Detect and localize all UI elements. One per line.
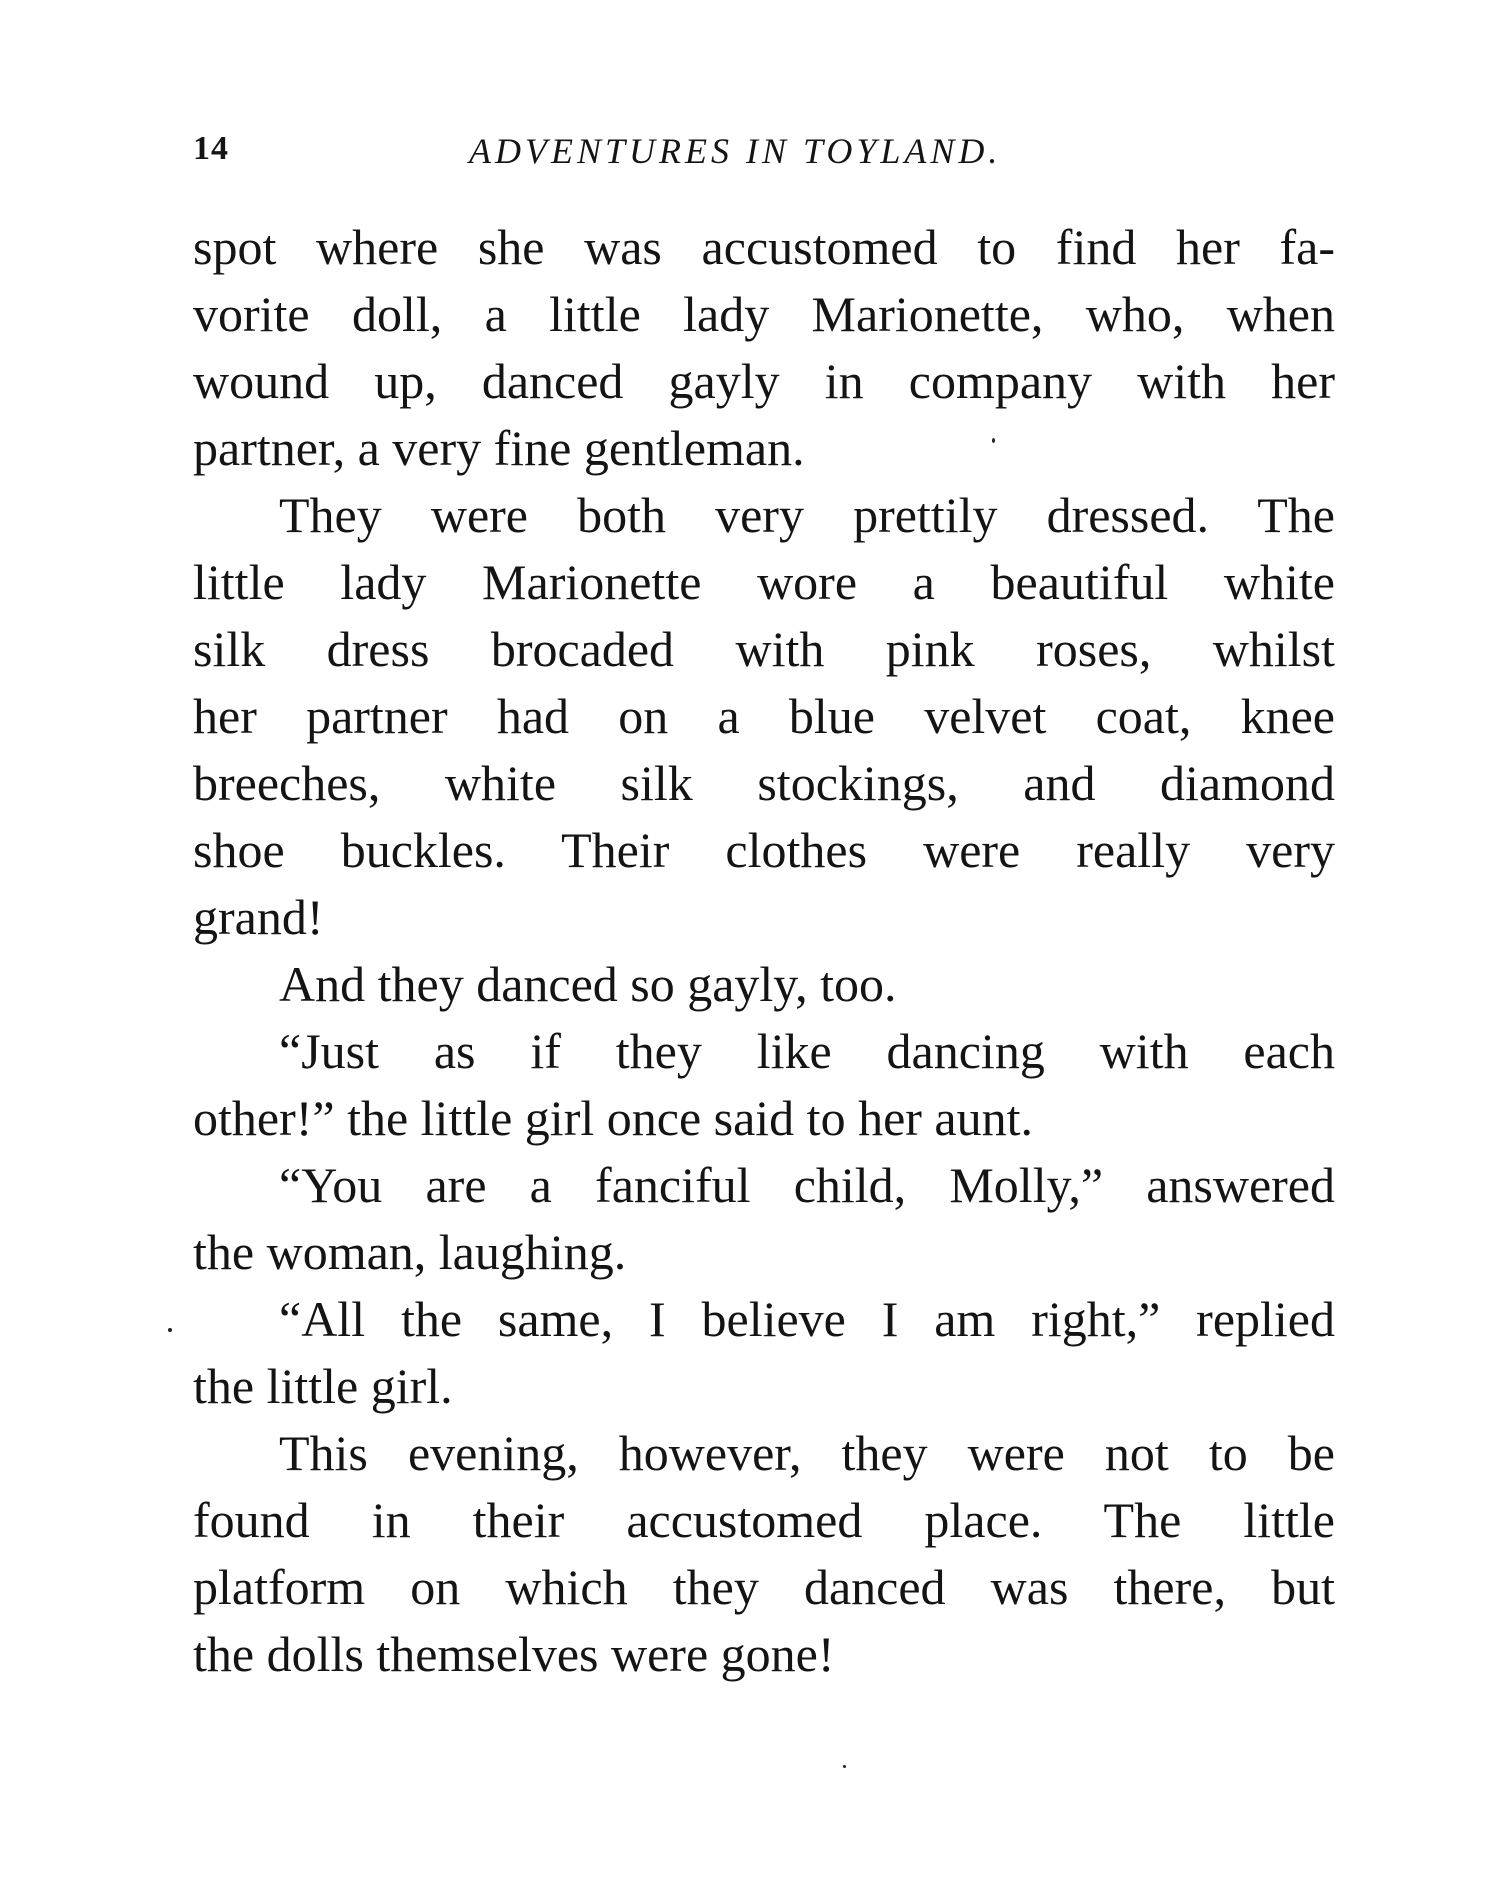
text-line: breeches, white silk stockings, and diamond <box>193 755 1335 811</box>
text-line: the dolls themselves were gone! <box>193 1626 835 1682</box>
page-body <box>193 214 1335 1688</box>
text-line: “Just as if they like dancing with each <box>279 1023 1335 1079</box>
text-line: wound up, danced gayly in company with her <box>193 353 1335 409</box>
text-line: platform on which they danced was there, but <box>193 1559 1335 1615</box>
text-line: “All the same, I believe I am right,” replied <box>279 1291 1335 1347</box>
text-line: vorite doll, a little lady Marionette, who, when <box>193 286 1335 342</box>
text-line: shoe buckles. Their clothes were really very <box>193 822 1335 878</box>
text-line: And they danced so gayly, too. <box>279 956 897 1012</box>
text-line: partner, a very fine gentleman. <box>193 420 805 476</box>
text-line: grand! <box>193 889 324 945</box>
running-head: ADVENTURES IN TOYLAND. <box>469 131 1002 171</box>
scan-speck <box>843 1765 846 1768</box>
text-line: silk dress brocaded with pink roses, whilst <box>193 621 1335 677</box>
text-line: the woman, laughing. <box>193 1224 627 1280</box>
text-line: They were both very prettily dressed. The <box>279 487 1335 543</box>
text-line: other!” the little girl once said to her aunt. <box>193 1090 1033 1146</box>
text-line: This evening, however, they were not to be <box>279 1425 1335 1481</box>
text-line: little lady Marionette wore a beautiful white <box>193 554 1335 610</box>
text-line: spot where she was accustomed to find her fa- <box>193 219 1335 275</box>
page-number: 14 <box>193 130 229 167</box>
text-line: “You are a fanciful child, Molly,” answered <box>279 1157 1335 1213</box>
text-line: her partner had on a blue velvet coat, knee <box>193 688 1335 744</box>
text-line: the little girl. <box>193 1358 453 1414</box>
scan-speck <box>168 1328 172 1332</box>
text-line: found in their accustomed place. The little <box>193 1492 1335 1548</box>
scan-speck <box>992 438 995 443</box>
